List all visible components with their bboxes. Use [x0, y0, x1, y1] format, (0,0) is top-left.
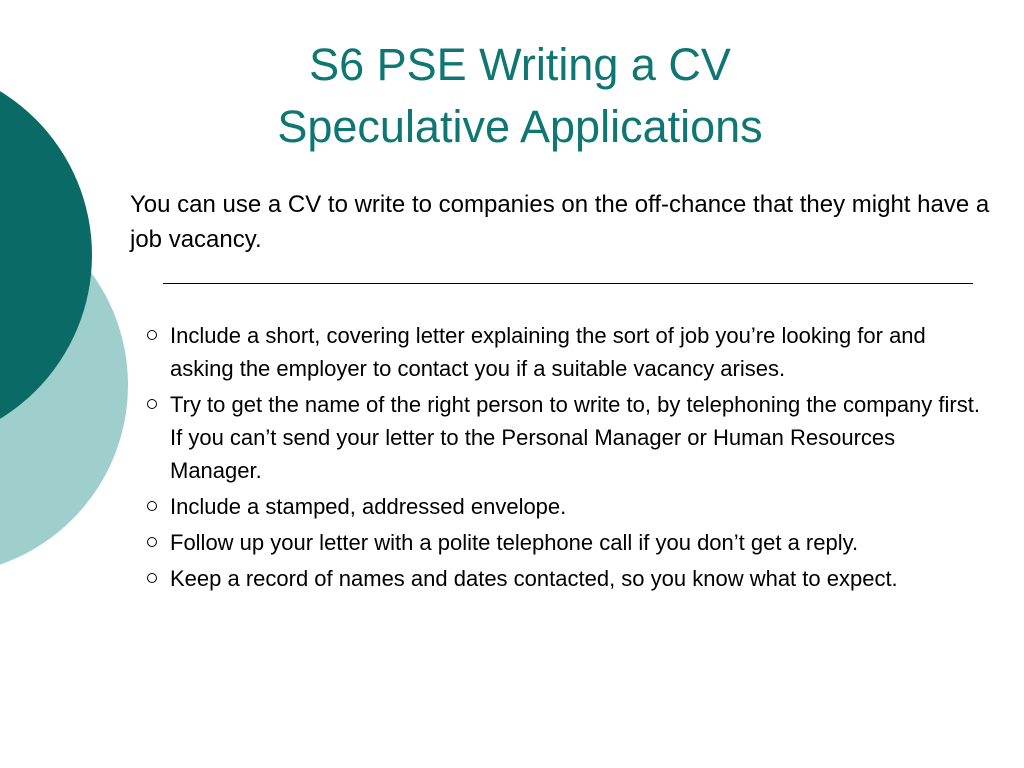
- hollow-circle-icon: [147, 330, 157, 340]
- bullet-text: Include a stamped, addressed envelope.: [170, 494, 567, 519]
- hollow-circle-icon: [147, 399, 157, 409]
- title-line-1: S6 PSE Writing a CV: [309, 39, 731, 90]
- slide-title: [120, 34, 920, 158]
- bullet-item: [145, 562, 985, 595]
- bullet-item: [145, 526, 985, 559]
- hollow-circle-icon: [147, 573, 157, 583]
- hollow-circle-icon: [147, 537, 157, 547]
- bullet-item: [145, 319, 985, 385]
- bullet-text: Keep a record of names and dates contacted, so you know what to expect.: [170, 566, 898, 591]
- bullet-text: Try to get the name of the right person to write to, by telephoning the company first. If you can’t send your letter to the Personal Manager or Human Resources Manager.: [170, 392, 980, 483]
- bullet-item: [145, 388, 985, 487]
- divider-line: [163, 283, 973, 284]
- title-line-2: Speculative Applications: [277, 101, 763, 152]
- bullet-text: Follow up your letter with a polite telephone call if you don’t get a reply.: [170, 530, 859, 555]
- bullet-list: [145, 319, 985, 598]
- intro-text: You can use a CV to write to companies on the off-chance that they might have a job vacancy.: [130, 191, 990, 253]
- bullet-text: Include a short, covering letter explaining the sort of job you’re looking for and asking the employer to contact you if a suitable vacancy arises.: [170, 323, 926, 381]
- hollow-circle-icon: [147, 501, 157, 511]
- bullet-item: [145, 490, 985, 523]
